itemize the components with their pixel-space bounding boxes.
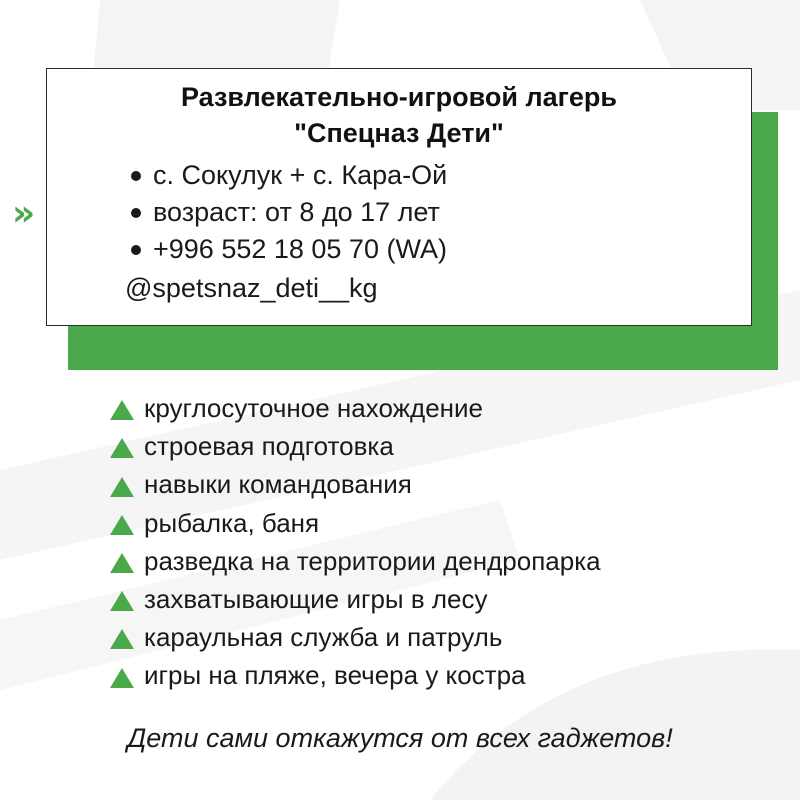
info-item-text: возраст: от 8 до 17 лет [153,197,440,227]
camp-title-line1: Развлекательно-игровой лагерь [181,82,617,112]
feature-text: разведка на территории дендропарка [144,545,601,576]
feature-text: строевая подготовка [144,431,394,462]
bullet-icon [131,171,141,181]
camp-title-line2: "Спецназ Дети" [294,118,504,148]
green-triangle-icon [110,553,134,573]
info-item-text: +996 552 18 05 70 (WA) [153,234,447,264]
feature-item [110,580,601,618]
green-triangle-icon [110,477,134,497]
green-triangle-icon [110,438,134,458]
info-item-age [131,194,751,231]
feature-item [110,618,601,656]
green-triangle-icon [110,668,134,688]
feature-item [110,504,601,542]
feature-item [110,465,601,503]
double-chevron-right-icon: » [12,193,36,234]
camp-title [47,69,751,151]
slogan-text: Дети сами откажутся от всех гаджетов! [127,723,673,753]
green-triangle-icon [110,400,134,420]
feature-item [110,389,601,427]
camp-info-list [47,157,751,268]
features-list [110,389,601,695]
info-item-location [131,157,751,194]
green-triangle-icon [110,591,134,611]
info-item-phone [131,231,751,268]
info-item-text: с. Сокулук + с. Кара-Ой [153,160,448,190]
feature-text: караульная служба и патруль [144,622,503,653]
feature-item [110,656,601,694]
green-triangle-icon [110,629,134,649]
instagram-handle: @spetsnaz_deti__kg [125,273,378,303]
bullet-icon [131,245,141,255]
feature-item [110,542,601,580]
feature-text: навыки командования [144,469,412,500]
feature-text: захватывающие игры в лесу [144,584,488,615]
feature-item [110,427,601,465]
green-triangle-icon [110,515,134,535]
feature-text: круглосуточное нахождение [144,393,483,423]
camp-info-card [46,68,752,326]
feature-text: игры на пляже, вечера у костра [144,660,526,691]
bullet-icon [131,208,141,218]
feature-text: рыбалка, баня [144,507,320,538]
